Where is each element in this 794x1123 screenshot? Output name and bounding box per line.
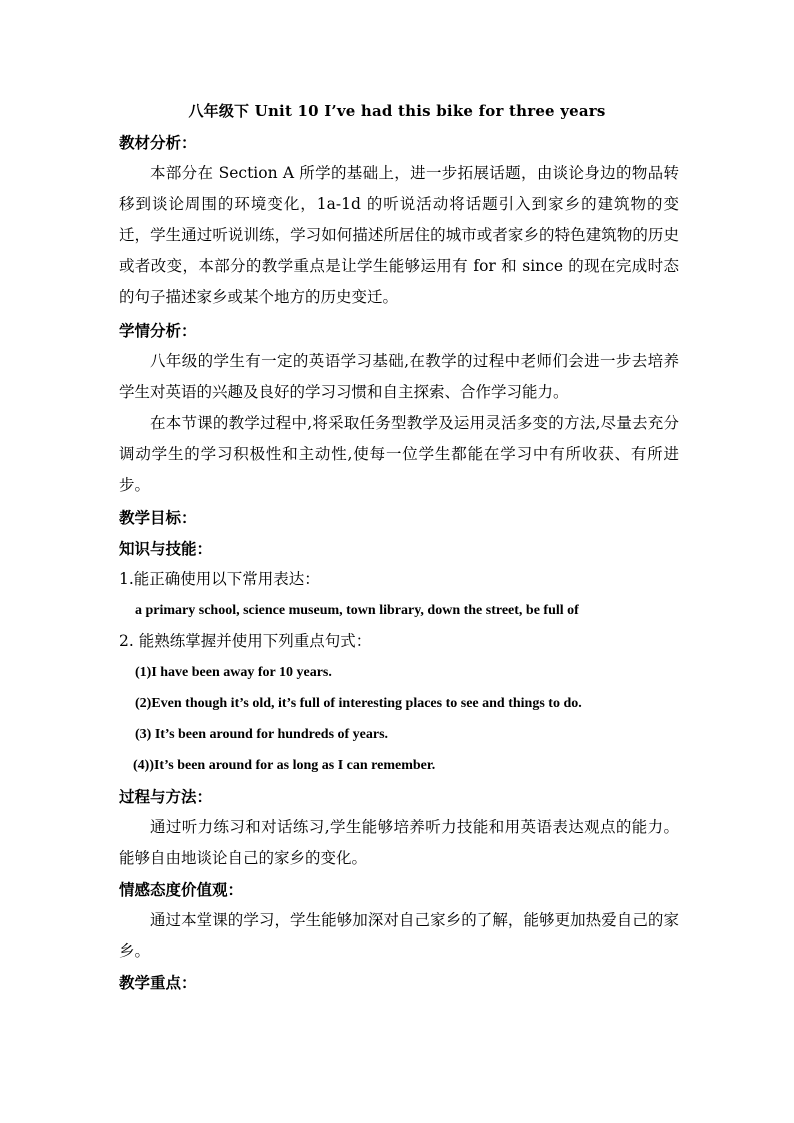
section-students bbox=[119, 315, 679, 501]
key-sentence: (3) It’s been around for hundreds of years. bbox=[135, 727, 389, 742]
vocab-expressions: a primary school, science museum, town library, down the street, be full of bbox=[135, 603, 579, 618]
goals-heading: 教学目标： bbox=[119, 508, 197, 527]
key-points-heading: 教学重点： bbox=[119, 973, 197, 992]
attitude-paragraph: 通过本堂课的学习，学生能够加深对自己家乡的了解，能够更加热爱自己的家乡。 bbox=[119, 911, 679, 960]
key-sentence: (2)Even though it’s old, it’s full of interesting places to see and things to do. bbox=[135, 696, 582, 711]
process-heading: 过程与方法： bbox=[119, 787, 213, 806]
material-heading: 教材分析： bbox=[119, 133, 197, 152]
goal-item-2: 2. 能熟练掌握并使用下列重点句式： bbox=[119, 632, 372, 650]
key-sentence: (1)I have been away for 10 years. bbox=[135, 665, 332, 680]
process-paragraph: 通过听力练习和对话练习,学生能够培养听力技能和用英语表达观点的能力。能够自由地谈论自己的家乡的变化。 bbox=[119, 818, 679, 867]
goal-item-1: 1.能正确使用以下常用表达： bbox=[119, 570, 320, 588]
students-paragraph-1: 八年级的学生有一定的英语学习基础,在教学的过程中老师们会进一步去培养学生对英语的兴趣及良好的学习习惯和自主探索、合作学习能力。 bbox=[119, 352, 679, 401]
attitude-heading: 情感态度价值观： bbox=[119, 880, 244, 899]
key-sentence: (4))It’s been around for as long as I can remember. bbox=[133, 758, 436, 773]
knowledge-heading: 知识与技能： bbox=[119, 539, 213, 558]
document-title: 八年级下 Unit 10 I’ve had this bike for three years bbox=[188, 102, 606, 120]
students-heading: 学情分析： bbox=[119, 321, 197, 340]
material-paragraph: 本部分在 Section A 所学的基础上，进一步拓展话题，由谈论身边的物品转移到谈论周围的环境变化，1a-1d 的听说活动将话题引入到家乡的建筑物的变迁，学生通过听说训练，学习如何描述所居住的城市或者家乡的特色建筑物的历史或者改变，本部分的教学重点是让学生能够运用有 for 和 since 的现在完成时态的句子描述家乡或某个地方的历史变迁。 bbox=[119, 164, 679, 306]
section-goals bbox=[119, 502, 679, 998]
section-material bbox=[119, 127, 679, 313]
students-paragraph-2: 在本节课的教学过程中,将采取任务型教学及运用灵活多变的方法,尽量去充分调动学生的学习积极性和主动性,使每一位学生都能在学习中有所收获、有所进步。 bbox=[119, 414, 679, 494]
